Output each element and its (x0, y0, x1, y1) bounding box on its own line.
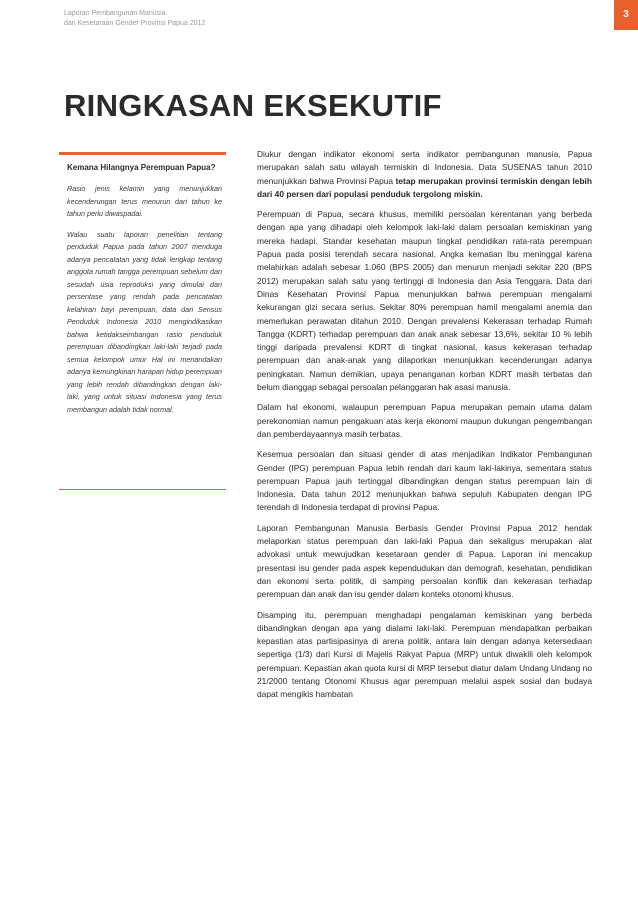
body-paragraph: Perempuan di Papua, secara khusus, memiliki persoalan kerentanan yang berbeda dengan apa yang dihadapi oleh kelompok laki-laki dalam persoalan kemiskinan yang mereka hadapi. Standar kesehatan maupun tingkat pendidikan rata-rata perempuan Papua pada posisi terendah secara nasional. Angka kematian Ibu meninggal karena melahirkan adalah sebesar 1.060 (BPS 2005) dan menurun menjadi sekitar 220 (BPS 2012) merupakan salah satu yang tertinggi di Indonesia dan Asia Tenggara. Data dari Dinas Kesehatan Provinsi Papua menunjukkan bahwa perempuan mengalami kekurangan gizi secara serius. Sekitar 80% perempuan hamil mengalami anemia dan memerlukan perawatan ditahun 2010. Dengan prevalensi Kekerasan terhadap Rumah Tangga (KDRT) terhadap perempuan dan anak anak sebesar 13,6%, sekitar 10 % lebih tinggi daripada prevalensi KDRT di tingkat nasional, kasus kekerasan terhadap perempuan dan anak-anak yang dilaporkan menunjukkan kecenderungan adanya peningkatan. Namun demikian, upaya penanganan korban KDRT masih terbatas dan belum dianggap sebagai persoalan pelanggaran hak asasi manusia. (257, 209, 592, 393)
main-body (257, 148, 592, 709)
body-text: Diukur dengan indikator ekonomi serta indikator pembangunan manusia, Papua merupakan salah satu wilayah termiskin di Indonesia. Data SUSENAS tahun 2010 menunjukkan bahwa Provinsi Papua (257, 149, 592, 186)
running-header-line-2: dan Kesetaraan Gender Provinsi Papua 2012 (64, 20, 206, 27)
body-paragraph: Dalam hal ekonomi, walaupun perempuan Papua merupakan pemain utama dalam perekonomian namun pengakuan atas kerja ekonomi maupun dukungan pengembangan dan pemberdayaannya masih terbatas. (257, 402, 592, 439)
body-paragraph: Kesemua persoalan dan situasi gender di atas menjadikan Indikator Pembangunan Gender (IPG) perempuan Papua lebih rendah dari kaum laki-lakinya, sementara status perempuan Papua jauh tertinggal dibandingkan dengan status perempuan lain di Indonesia. Data tahun 2012 menunjukkan bahwa sepuluh Kabupaten dengan IPG terendah di Indonesia terdapat di provinsi Papua. (257, 449, 592, 513)
sidebar-box (59, 152, 226, 490)
running-header-line-1: Laporan Pembangunan Manusia (64, 10, 166, 17)
page-title: RINGKASAN EKSEKUTIF (64, 88, 442, 123)
running-header (64, 9, 205, 29)
body-paragraph: Disamping itu, perempuan menghadapi pengalaman kemiskinan yang berbeda dibandingkan dengan apa yang dialami laki-laki. Perempuan mendapatkan perbaikan kepastian atas partisipasinya di arena politik, antara lain dengan adanya ketersediaan sepertiga (1/3) dari Kursi di Majelis Rakyat Papua (MRP) untuk diwakili oleh kelompok perempuan. Kepastian akan quota kursi di MRP tersebut diatur dalam Undang Undang no 21/2000 tentang Otonomi Khusus agar perempuan melalui aspek sosial dan budaya dapat mengikis hambatan (257, 609, 592, 700)
body-bold-text: tetap merupakan provinsi termiskin dengan lebih dari 40 persen dari populasi penduduk tergolong miskin. (257, 175, 592, 199)
page-number: 3 (614, 0, 638, 30)
body-paragraph (257, 148, 592, 201)
body-paragraph: Laporan Pembangunan Manusia Berbasis Gender Provinsi Papua 2012 hendak melaporkan status perempuan dan laki-laki Papua dan sekaligus merupakan alat advokasi untuk mewujudkan kesetaraan gender di Papua. Laporan ini mencakup presentasi isu gender pada aspek kependudukan dan demografi, kesehatan, pendidikan dan ekonomi serta politik, di samping persoalan konflik dan kekerasan terhadap perempuan dan anak dan isu gender dalam konteks otonomi khusus. (257, 522, 592, 600)
sidebar-title: Kemana Hilangnya Perempuan Papua? (67, 163, 216, 172)
sidebar-paragraph: Rasio jenis kelamin yang menunjukkan kecenderungan terus menurun dari tahun ke tahun perlu diwaspadai. (67, 184, 222, 218)
sidebar-paragraph: Walau suatu laporan penelitian tentang penduduk Papua pada tahun 2007 menduga adanya pencatatan yang tidak lengkap tentang anggota rumah tangga perempuan sebelum dan sesudah usia reproduksi yang dimulai dari persentase yang rendah pada pencatatan kelahiran bayi perempuan, data dari Sensus Penduduk Indonesia 2010 mengindikasikan bahwa ketidakseimbangan rasio penduduk perempuan dibandingkan laki-laki terjadi pada semua kelompok umur Hal ini menandakan adanya kemungkinan harapan hidup perempuan yang lebih rendah dibandingkan dengan laki-laki, yang untuk situasi Indonesia yang terus membangun adalah tidak normal. (67, 229, 222, 414)
